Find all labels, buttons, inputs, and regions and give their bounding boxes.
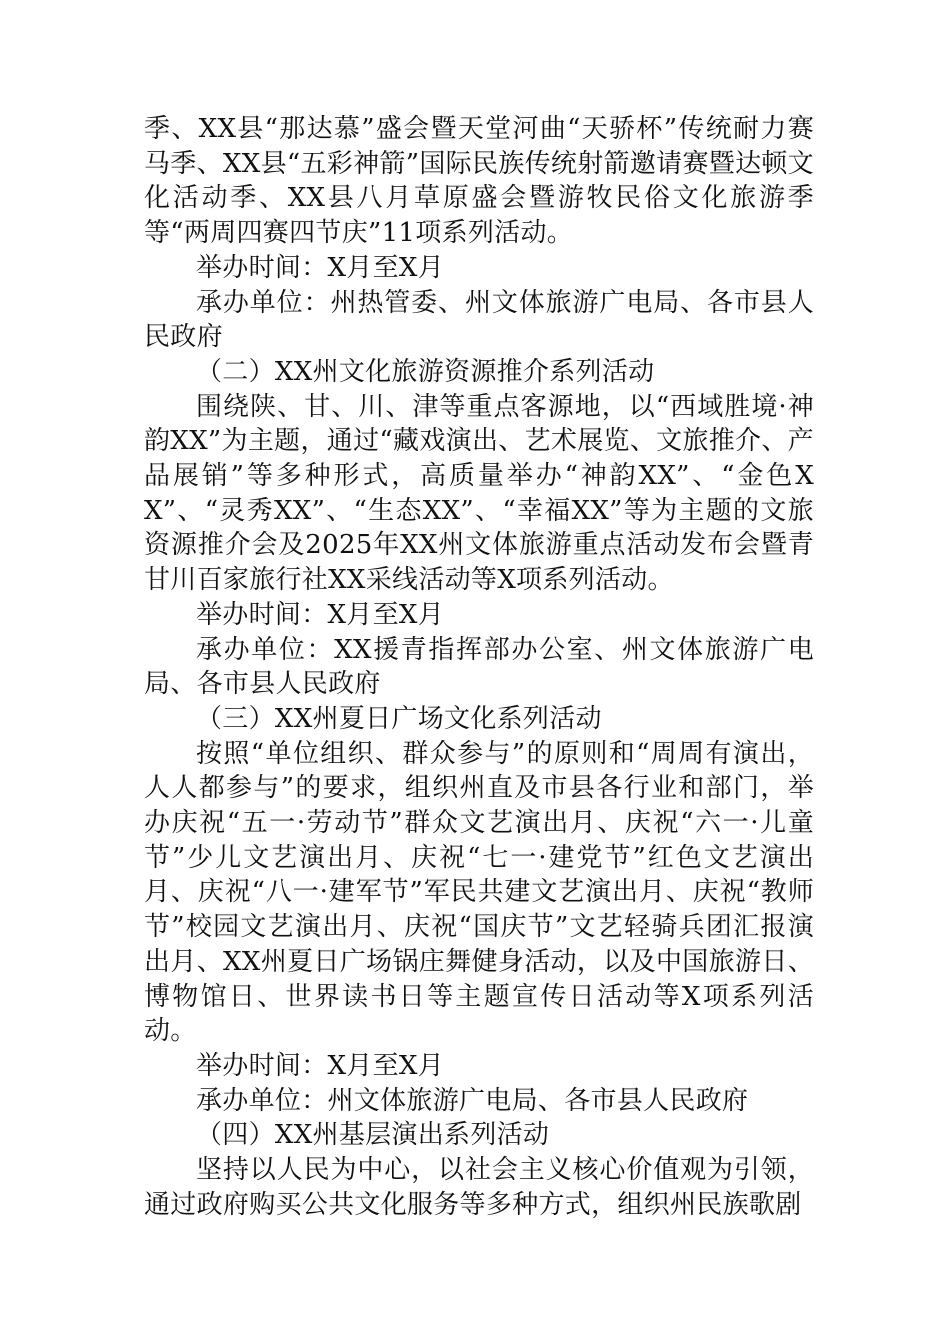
event-time-line: 举办时间：X月至X月	[196, 599, 445, 630]
organizer-line: 承办单位：州文体旅游广电局、各市县人民政府	[196, 1085, 749, 1116]
section-heading: （四）XX州基层演出系列活动	[196, 1120, 550, 1151]
event-time-line: 举办时间：X月至X月	[196, 252, 445, 283]
body-paragraph: 季、XX县“那达慕”盛会暨天堂河曲“天骄杯”传统耐力赛马季、XX县“五彩神箭”国际民族传统射箭邀请赛暨达顿文化活动季、XX县八月草原盛会暨游牧民俗文化旅游季等“两周四赛四节庆”11项系列活动。	[144, 114, 814, 249]
section-heading: （二）XX州文化旅游资源推介系列活动	[196, 356, 655, 387]
body-paragraph: 坚持以人民为中心，以社会主义核心价值观为引领，通过政府购买公共文化服务等多种方式，组织州民族歌剧	[144, 1155, 814, 1220]
organizer-line: 承办单位：州热管委、州文体旅游广电局、各市县人民政府	[144, 287, 814, 353]
section-heading: （三）XX州夏日广场文化系列活动	[196, 703, 602, 734]
body-paragraph: 围绕陕、甘、川、津等重点客源地，以“西域胜境·神韵XX”为主题，通过“藏戏演出、艺术展览、文旅推介、产品展销”等多种形式，高质量举办“神韵XX”、“金色XX”、“灵秀XX”、“生态XX”、“幸福XX”等为主题的文旅资源推介会及2025年XX州文体旅游重点活动发布会暨青甘川百家旅行社XX采线活动等X项系列活动。	[144, 391, 814, 596]
organizer-line: 承办单位：XX援青指挥部办公室、州文体旅游广电局、各市县人民政府	[144, 634, 814, 700]
document-body	[144, 112, 814, 1223]
event-time-line: 举办时间：X月至X月	[196, 1050, 445, 1081]
body-paragraph: 按照“单位组织、群众参与”的原则和“周周有演出，人人都参与”的要求，组织州直及市县各行业和部门，举办庆祝“五一·劳动节”群众文艺演出月、庆祝“六一·儿童节”少儿文艺演出月、庆祝“七一·建党节”红色文艺演出月、庆祝“八一·建军节”军民共建文艺演出月、庆祝“教师节”校园文艺演出月、庆祝“国庆节”文艺轻骑兵团汇报演出月、XX州夏日广场锅庄舞健身活动，以及中国旅游日、博物馆日、世界读书日等主题宣传日活动等X项系列活动。	[144, 738, 814, 1047]
